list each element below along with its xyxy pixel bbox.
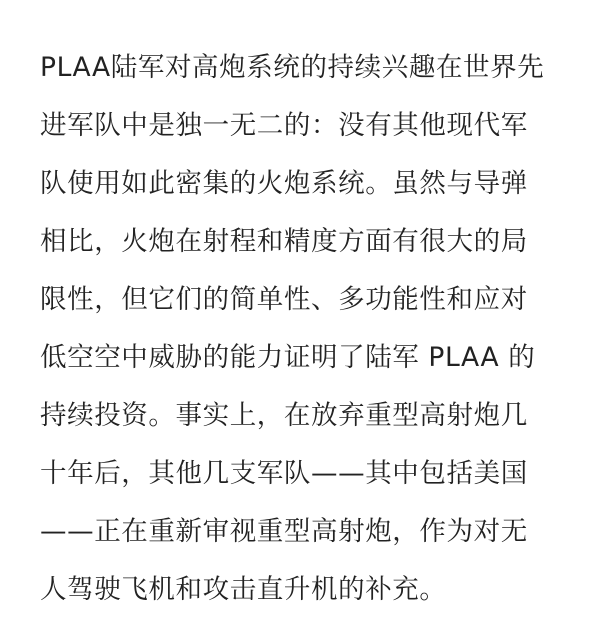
paragraph-line: 队使用如此密集的火炮系统。虽然与导弹 xyxy=(40,168,528,199)
article-paragraph xyxy=(40,39,570,619)
paragraph-line: 限性，但它们的简单性、多功能性和应对 xyxy=(40,284,528,315)
paragraph-line: 低空空中威胁的能力证明了陆军 PLAA 的 xyxy=(40,342,536,373)
paragraph-line: PLAA陆军对高炮系统的持续兴趣在世界先 xyxy=(40,52,545,83)
paragraph-line: 十年后，其他几支军队——其中包括美国 xyxy=(40,458,528,489)
paragraph-line: 进军队中是独一无二的：没有其他现代军 xyxy=(40,110,528,141)
paragraph-line: 人驾驶飞机和攻击直升机的补充。 xyxy=(40,574,447,605)
paragraph-line: 相比，火炮在射程和精度方面有很大的局 xyxy=(40,226,528,257)
paragraph-line: ——正在重新审视重型高射炮，作为对无 xyxy=(40,516,528,547)
paragraph-line: 持续投资。事实上，在放弃重型高射炮几 xyxy=(40,400,528,431)
